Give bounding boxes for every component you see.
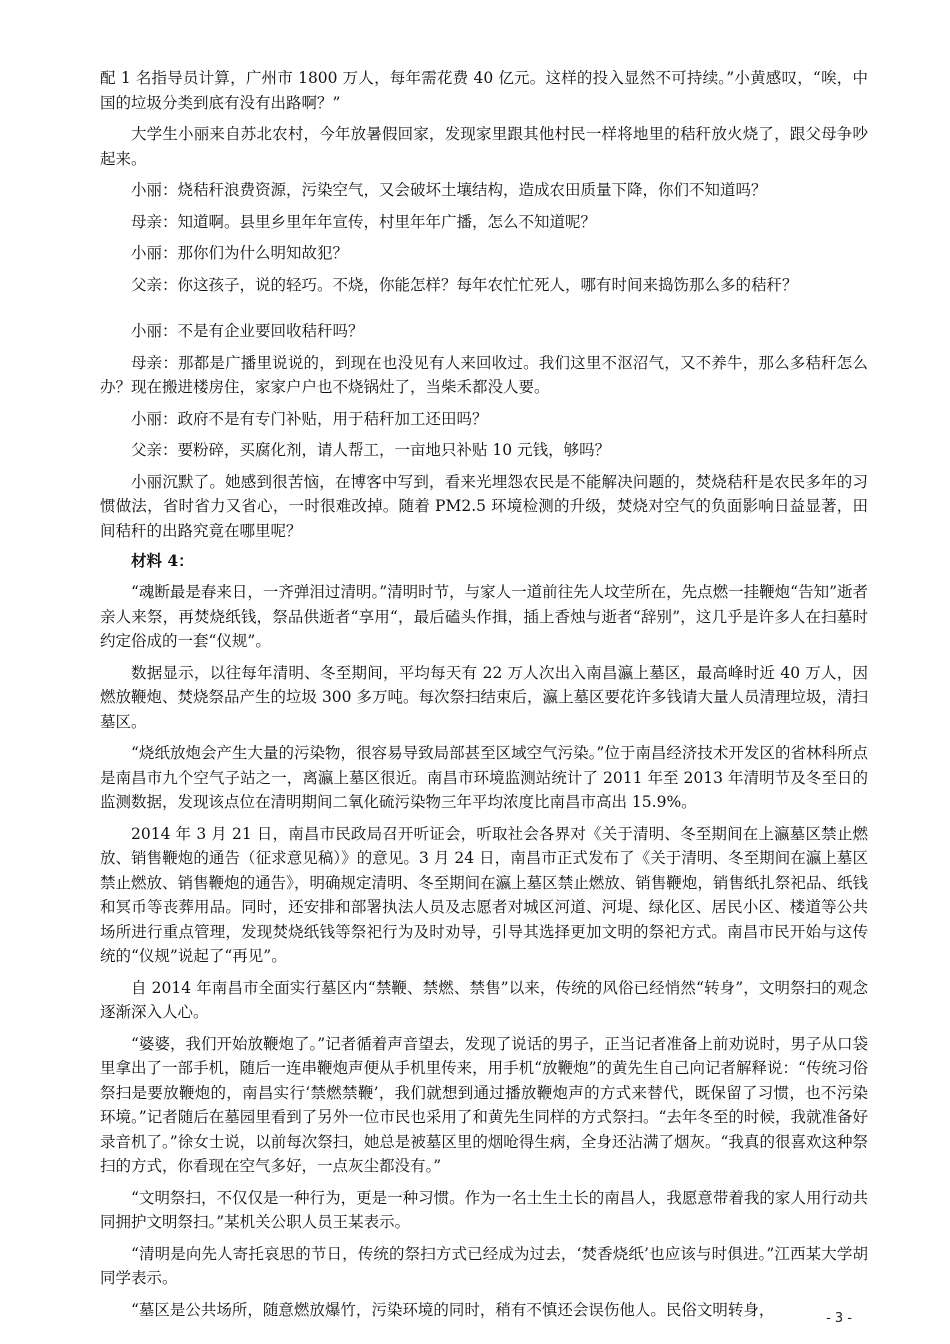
paragraph: “魂断最是春来日，一齐弹泪过清明。”清明时节，与家人一道前往先人坟茔所在，先点燃一挂鞭炮“告知”逝者亲人来祭，再焚烧纸钱，祭品供逝者“享用“，最后磕头作揖，插上香烛与逝者“辞别”，这几乎是许多人在扫墓时约定俗成的一套“仪规”。 bbox=[100, 583, 868, 650]
dialogue-line: 父亲：要粉碎，买腐化剂，请人帮工，一亩地只补贴 10 元钱，够吗？ bbox=[131, 441, 611, 459]
dialogue-line: 母亲：知道啊。县里乡里年年宣传，村里年年广播，怎么不知道呢？ bbox=[131, 212, 597, 231]
paragraph: “文明祭扫，不仅仅是一种行为，更是一种习惯。作为一名土生土长的南昌人，我愿意带着我的家人用行动共同拥护文明祭扫。”某机关公职人员王某表示。 bbox=[100, 1188, 868, 1231]
dialogue-line: 母亲：那都是广播里说说的，到现在也没见有人来回收过。我们这里不沤沼气，又不养牛，那么多秸秆怎么办？现在搬进楼房住，家家户户也不烧锅灶了，当柴禾都没人要。 bbox=[100, 353, 868, 396]
paragraph: 小丽沉默了。她感到很苦恼，在博客中写到，看来光埋怨农民是不能解决问题的，焚烧秸秆是农民多年的习惯做法，省时省力又省心，一时很难改掉。随着 PM2.5 环境检测的升级，焚烧对空气的负面影响日益显著，田间秸秆的出路究竟在哪里呢？ bbox=[100, 472, 868, 540]
paragraph: 自 2014 年南昌市全面实行墓区内“禁鞭、禁燃、禁售”以来，传统的风俗已经悄然“转身”，文明祭扫的观念逐渐深入人心。 bbox=[100, 978, 868, 1021]
dialogue-line: 小丽：政府不是有专门补贴，用于秸秆加工还田吗？ bbox=[131, 409, 488, 428]
document-page bbox=[100, 66, 868, 1329]
paragraph: “婆婆，我们开始放鞭炮了。”记者循着声音望去，发现了说话的男子，正当记者准备上前劝说时，男子从口袋里拿出了一部手机，随后一连串鞭炮声便从手机里传来，用手机“放鞭炮”的黄先生自己向记者解释说：“传统习俗祭扫是要放鞭炮的，南昌实行‘禁燃禁鞭’，我们就想到通过播放鞭炮声的方式来替代，既保留了习惯，也不污染环境。”记者随后在墓园里看到了另外一位市民也采用了和黄先生同样的方式祭扫。“去年冬至的时候，我就准备好录音机了。”徐女士说，以前每次祭扫，她总是被墓区里的烟呛得生病，全身还沾满了烟灰。“我真的很喜欢这种祭扫的方式，你看现在空气多好，一点灰尘都没有。” bbox=[100, 1034, 868, 1175]
paragraph: “清明是向先人寄托哀思的节日，传统的祭扫方式已经成为过去，‘焚香烧纸’也应该与时俱进。”江西某大学胡同学表示。 bbox=[100, 1244, 868, 1287]
paragraph: “墓区是公共场所，随意燃放爆竹，污染环境的同时，稍有不慎还会误伤他人。民俗文明转身， bbox=[131, 1300, 775, 1319]
paragraph: 大学生小丽来自苏北农村，今年放暑假回家，发现家里跟其他村民一样将地里的秸秆放火烧了，跟父母争吵起来。 bbox=[100, 125, 868, 168]
page-number: - 3 - bbox=[826, 1311, 852, 1326]
paragraph: 2014 年 3 月 21 日，南昌市民政局召开听证会，听取社会各界对《关于清明、冬至期间在上瀛墓区禁止燃放、销售鞭炮的通告（征求意见稿）》的意见。3 月 24 日，南昌市正式发布了《关于清明、冬至期间在瀛上墓区禁止燃放、销售鞭炮的通告》，明确规定清明、冬至期间在瀛上墓区禁止燃放、销售鞭炮，销售纸扎祭祀品、纸钱和冥币等丧葬用品。同时，还安排和部署执法人员及志愿者对城区河道、河堤、绿化区、居民小区、楼道等公共场所进行重点管理，发现焚烧纸钱等祭祀行为及时劝导，引导其选择更加文明的祭祀方式。南昌市民开始与这传统的“仪规”说起了“再见”。 bbox=[100, 824, 868, 965]
dialogue-line: 小丽：不是有企业要回收秸秆吗？ bbox=[131, 322, 364, 340]
dialogue-line: 父亲：你这孩子，说的轻巧。不烧，你能怎样？每年农忙忙死人，哪有时间来捣饬那么多的秸秆？ bbox=[131, 275, 798, 294]
paragraph: 数据显示，以往每年清明、冬至期间，平均每天有 22 万人次出入南昌瀛上墓区，最高峰时近 40 万人，因燃放鞭炮、焚烧祭品产生的垃圾 300 多万吨。每次祭扫结束后，瀛上墓区要花许多钱请大量人员清理垃圾，清扫墓区。 bbox=[100, 663, 868, 731]
dialogue-line: 小丽：烧秸秆浪费资源，污染空气，又会破坏土壤结构，造成农田质量下降，你们不知道吗？ bbox=[131, 181, 767, 199]
paragraph-continued: 配 1 名指导员计算，广州市 1800 万人，每年需花费 40 亿元。这样的投入显然不可持续。”小黄感叹，“唉，中国的垃圾分类到底有没有出路啊？” bbox=[100, 69, 868, 112]
dialogue-line: 小丽：那你们为什么明知故犯？ bbox=[131, 244, 349, 262]
paragraph: “烧纸放炮会产生大量的污染物，很容易导致局部甚至区域空气污染。”位于南昌经济技术开发区的省林科所点是南昌市九个空气子站之一，离瀛上墓区很近。南昌市环境监测站统计了 2011 年至 2013 年清明节及冬至日的监测数据，发现该点位在清明期间二氧化硫污染物三年平均浓度比南昌市高出 15.9%。 bbox=[100, 744, 868, 811]
section-heading: 材料 4： bbox=[131, 551, 194, 570]
